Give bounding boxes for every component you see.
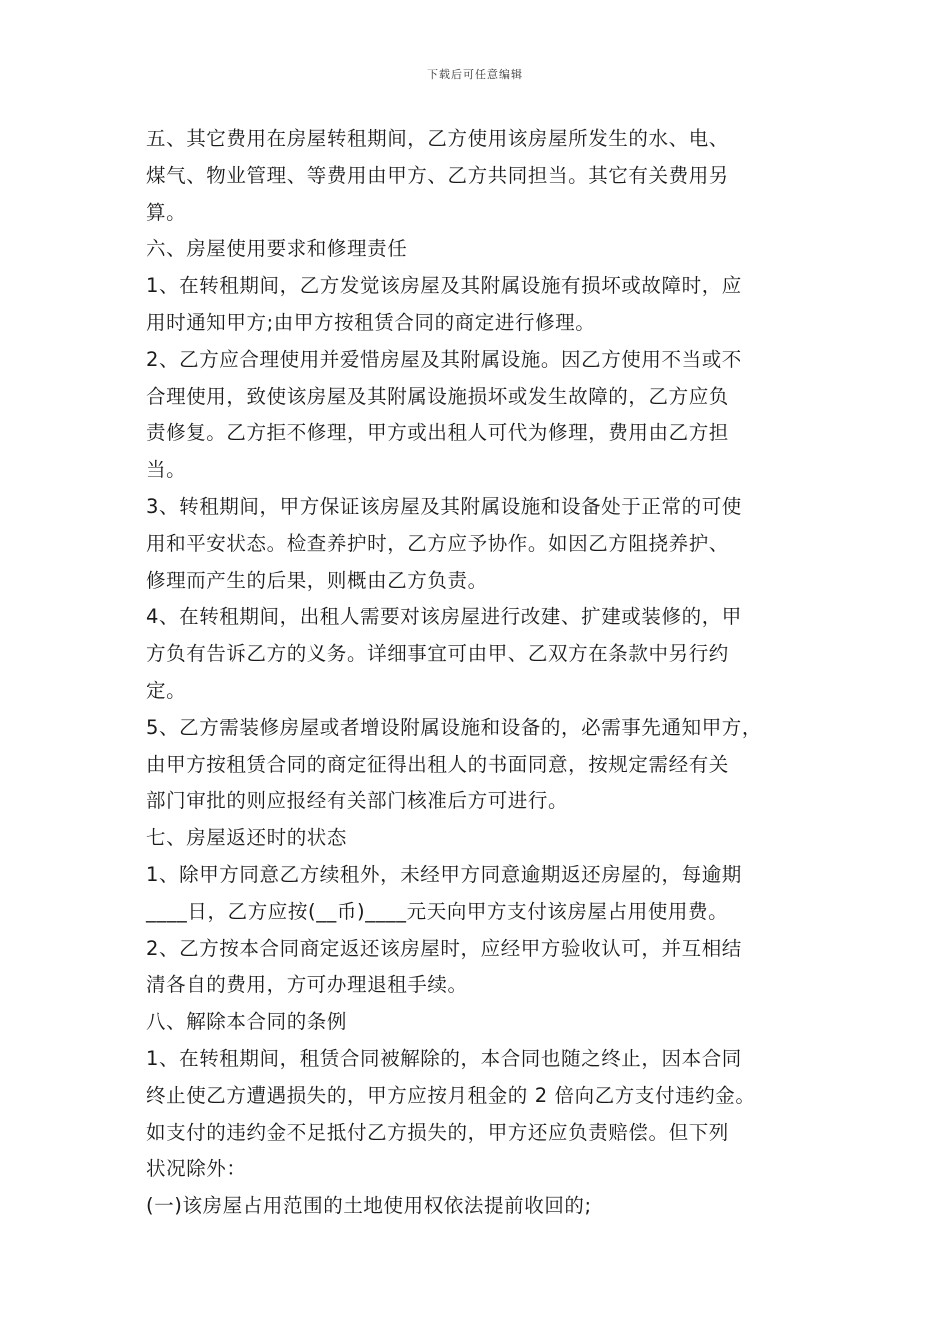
section-heading: 六、房屋使用要求和修理责任 <box>146 237 408 261</box>
document-body <box>146 121 826 1225</box>
text-line: 状况除外： <box>146 1157 247 1181</box>
section-heading: 七、房屋返还时的状态 <box>146 826 348 850</box>
text-line: 煤气、物业管理、等费用由甲方、乙方共同担当。其它有关费用另 <box>146 163 729 187</box>
text-line: 由甲方按租赁合同的商定征得出租人的书面同意，按规定需经有关 <box>146 752 729 776</box>
text-line: 2、乙方按本合同商定返还该房屋时，应经甲方验收认可，并互相结 <box>146 936 742 960</box>
text-line: ____日，乙方应按(__币)____元天向甲方支付该房屋占用使用费。 <box>146 899 729 923</box>
text-line: 5、乙方需装修房屋或者增设附属设施和设备的，必需事先通知甲方， <box>146 715 763 739</box>
text-line: 如支付的违约金不足抵付乙方损失的，甲方还应负责赔偿。但下列 <box>146 1120 729 1144</box>
text-line: (一)该房屋占用范围的土地使用权依法提前收回的; <box>146 1194 592 1218</box>
text-line: 五、其它费用在房屋转租期间，乙方使用该房屋所发生的水、电、 <box>146 127 729 150</box>
text-line: 算。 <box>146 200 187 224</box>
text-line: 清各自的费用，方可办理退租手续。 <box>146 973 468 997</box>
section-heading: 八、解除本合同的条例 <box>146 1010 348 1034</box>
text-line: 1、在转租期间，乙方发觉该房屋及其附属设施有损坏或故障时，应 <box>146 274 742 298</box>
text-line: 部门审批的则应报经有关部门核准后方可进行。 <box>146 789 569 813</box>
text-line: 用时通知甲方;由甲方按租赁合同的商定进行修理。 <box>146 310 596 334</box>
text-line: 合理使用，致使该房屋及其附属设施损坏或发生故障的，乙方应负 <box>146 384 729 408</box>
text-line: 方负有告诉乙方的义务。详细事宜可由甲、乙双方在条款中另行约 <box>146 642 729 666</box>
text-line: 终止使乙方遭遇损失的，甲方应按月租金的 2 倍向乙方支付违约金。 <box>146 1083 756 1107</box>
text-line: 责修复。乙方拒不修理，甲方或出租人可代为修理，费用由乙方担 <box>146 421 729 445</box>
text-line: 用和平安状态。检查养护时，乙方应予协作。如因乙方阻挠养护、 <box>146 531 729 555</box>
text-line: 定。 <box>146 678 187 702</box>
text-line: 1、除甲方同意乙方续租外，未经甲方同意逾期返还房屋的，每逾期 <box>146 862 742 886</box>
text-line: 1、在转租期间，租赁合同被解除的，本合同也随之终止，因本合同 <box>146 1046 742 1070</box>
text-line: 4、在转租期间，出租人需要对该房屋进行改建、扩建或装修的，甲 <box>146 605 742 629</box>
text-line: 修理而产生的后果，则概由乙方负责。 <box>146 568 488 592</box>
text-line: 当。 <box>146 458 187 482</box>
text-line: 2、乙方应合理使用并爱惜房屋及其附属设施。因乙方使用不当或不 <box>146 347 742 371</box>
text-line: 3、转租期间，甲方保证该房屋及其附属设施和设备处于正常的可使 <box>146 494 742 518</box>
page-header: 下载后可任意编辑 <box>427 68 523 81</box>
